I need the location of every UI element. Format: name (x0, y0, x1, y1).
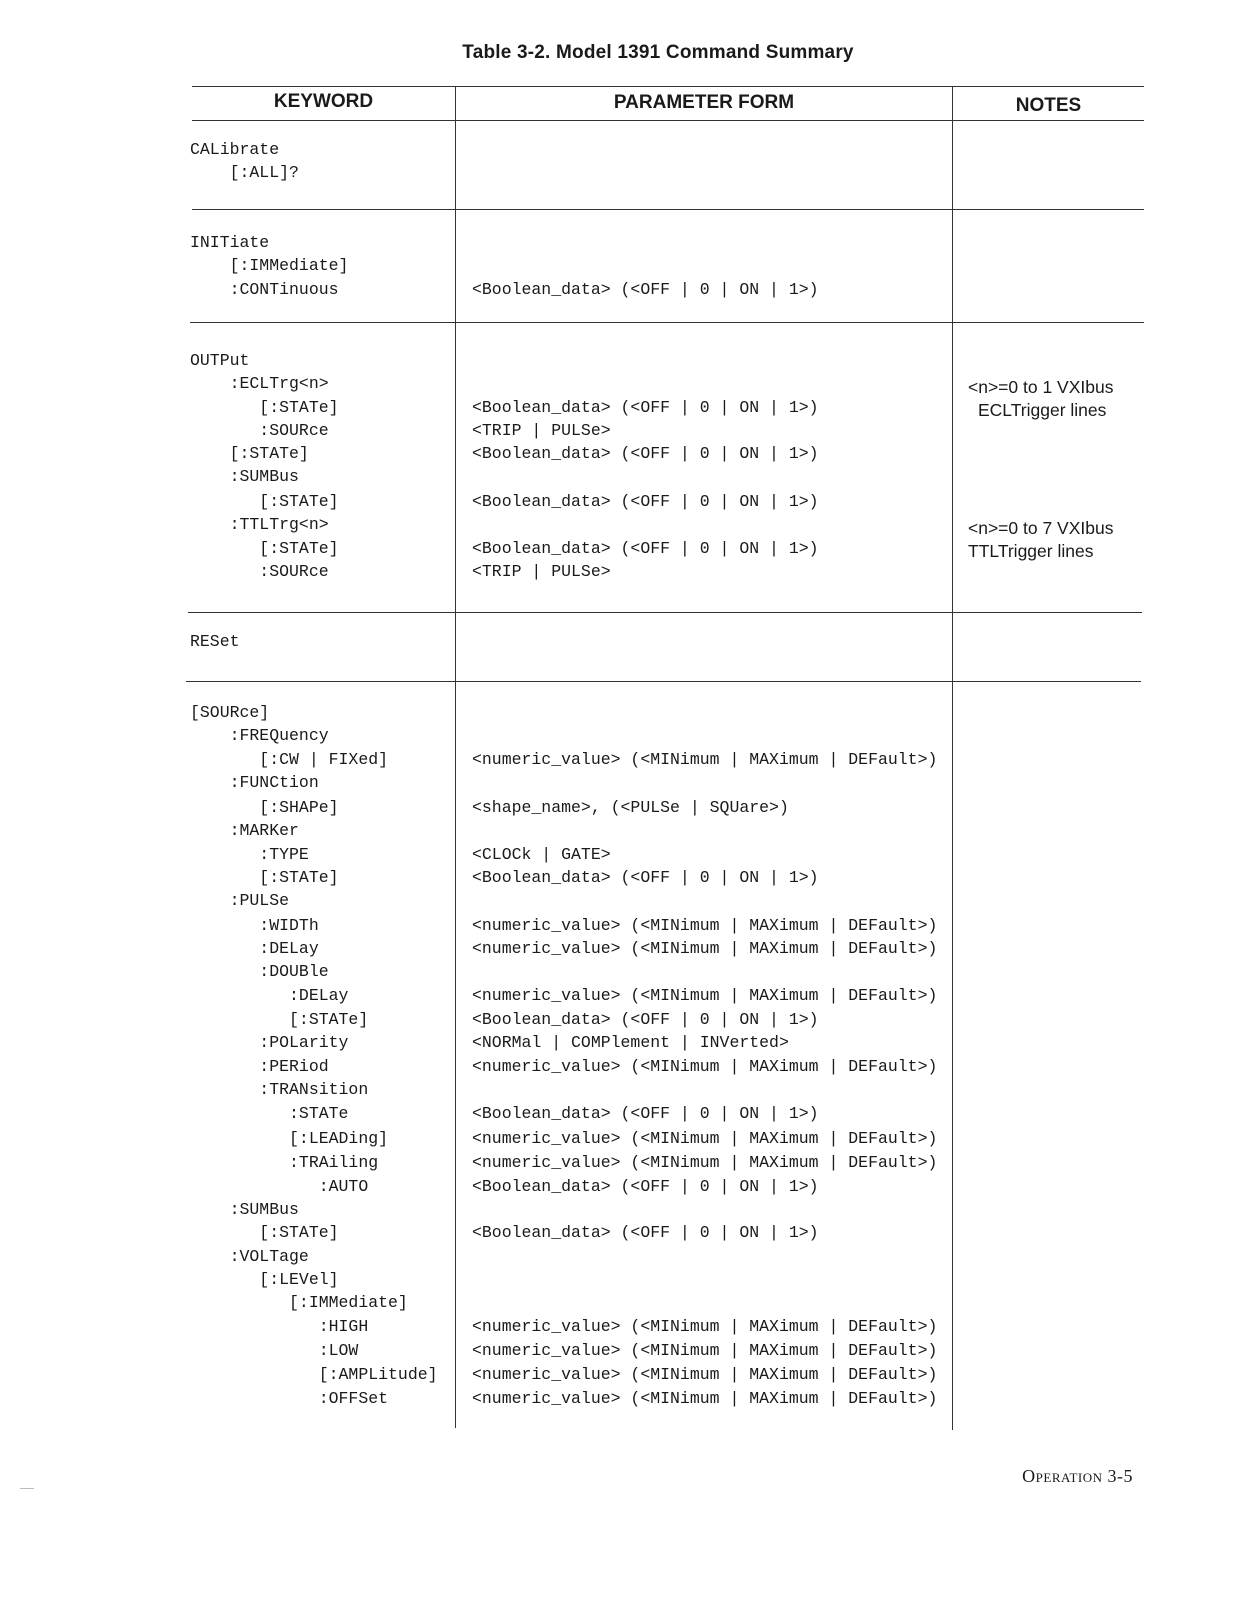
section-rule (186, 681, 1141, 682)
header-keyword: KEYWORD (273, 91, 374, 112)
note-ttltrigger (968, 517, 1113, 563)
keyword-cell: :ECLTrg<n> (190, 374, 329, 393)
table-title: Table 3-2. Model 1391 Command Summary (462, 42, 854, 63)
header-top-rule (192, 86, 1144, 87)
keyword-cell: CALibrate (190, 140, 280, 159)
keyword-cell: :HIGH (190, 1317, 369, 1336)
keyword-cell: :SUMBus (190, 1200, 299, 1219)
keyword-cell: [:IMMediate] (190, 256, 349, 275)
keyword-cell: [:IMMediate] (190, 1293, 408, 1312)
parameter-form-cell: <numeric_value> (<MINimum | MAXimum | DEFault>) (472, 939, 938, 958)
parameter-form-cell: <Boolean_data> (<OFF | 0 | ON | 1>) (472, 1104, 819, 1123)
keyword-cell: :TRANsition (190, 1080, 369, 1099)
keyword-cell: :FREQuency (190, 726, 329, 745)
page-footer: Operation 3-5 (1022, 1466, 1133, 1486)
parameter-form-cell: <numeric_value> (<MINimum | MAXimum | DEFault>) (472, 750, 938, 769)
keyword-cell: [:STATe] (190, 868, 339, 887)
keyword-cell: :TTLTrg<n> (190, 515, 329, 534)
note-ttltrigger-line1: <n>=0 to 7 VXIbus (968, 518, 1114, 538)
keyword-cell: [:ALL]? (190, 163, 299, 182)
parameter-form-cell: <Boolean_data> (<OFF | 0 | ON | 1>) (472, 492, 819, 511)
keyword-cell: :SOURce (190, 562, 329, 581)
parameter-form-cell: <shape_name>, (<PULSe | SQUare>) (472, 798, 789, 817)
parameter-form-cell: <numeric_value> (<MINimum | MAXimum | DEFault>) (472, 986, 938, 1005)
parameter-form-cell: <Boolean_data> (<OFF | 0 | ON | 1>) (472, 1010, 819, 1029)
column-divider-notes (952, 86, 953, 1430)
section-rule (190, 322, 1144, 323)
header-notes: NOTES (1015, 95, 1082, 116)
keyword-cell: [:STATe] (190, 539, 339, 558)
parameter-form-cell: <Boolean_data> (<OFF | 0 | ON | 1>) (472, 1223, 819, 1242)
keyword-cell: :DELay (190, 986, 349, 1005)
parameter-form-cell: <CLOCk | GATE> (472, 845, 611, 864)
column-divider-keyword (455, 86, 456, 1428)
keyword-cell: [SOURce] (190, 703, 270, 722)
note-ecltrigger (968, 376, 1113, 422)
keyword-cell: :POLarity (190, 1033, 349, 1052)
parameter-form-cell: <numeric_value> (<MINimum | MAXimum | DEFault>) (472, 1153, 938, 1172)
keyword-cell: :SUMBus (190, 467, 299, 486)
section-rule (188, 612, 1142, 613)
keyword-cell: :TYPE (190, 845, 309, 864)
keyword-cell: :PERiod (190, 1057, 329, 1076)
keyword-cell: INITiate (190, 233, 270, 252)
note-ecltrigger-line2: ECLTrigger lines (978, 400, 1107, 420)
scan-mark (20, 1488, 34, 1489)
keyword-cell: OUTPut (190, 351, 250, 370)
keyword-cell: :PULSe (190, 891, 290, 910)
parameter-form-cell: <numeric_value> (<MINimum | MAXimum | DEFault>) (472, 1365, 938, 1384)
parameter-form-cell: <TRIP | PULSe> (472, 421, 611, 440)
parameter-form-cell: <numeric_value> (<MINimum | MAXimum | DEFault>) (472, 1389, 938, 1408)
parameter-form-cell: <numeric_value> (<MINimum | MAXimum | DEFault>) (472, 1317, 938, 1336)
parameter-form-cell: <numeric_value> (<MINimum | MAXimum | DEFault>) (472, 1341, 938, 1360)
keyword-cell: :SOURce (190, 421, 329, 440)
keyword-cell: :OFFSet (190, 1389, 389, 1408)
parameter-form-cell: <Boolean_data> (<OFF | 0 | ON | 1>) (472, 1177, 819, 1196)
keyword-cell: :CONTinuous (190, 280, 339, 299)
keyword-cell: :TRAiling (190, 1153, 379, 1172)
keyword-cell: [:STATe] (190, 1010, 369, 1029)
parameter-form-cell: <Boolean_data> (<OFF | 0 | ON | 1>) (472, 444, 819, 463)
parameter-form-cell: <NORMal | COMPlement | INVerted> (472, 1033, 789, 1052)
keyword-cell: :FUNCtion (190, 773, 319, 792)
keyword-cell: :LOW (190, 1341, 359, 1360)
keyword-cell: [:STATe] (190, 492, 339, 511)
keyword-cell: [:CW | FIXed] (190, 750, 389, 769)
note-ttltrigger-line2: TTLTrigger lines (968, 541, 1094, 561)
parameter-form-cell: <Boolean_data> (<OFF | 0 | ON | 1>) (472, 398, 819, 417)
parameter-form-cell: <numeric_value> (<MINimum | MAXimum | DEFault>) (472, 916, 938, 935)
keyword-cell: [:SHAPe] (190, 798, 339, 817)
keyword-cell: RESet (190, 632, 240, 651)
parameter-form-cell: <Boolean_data> (<OFF | 0 | ON | 1>) (472, 868, 819, 887)
note-ecltrigger-line1: <n>=0 to 1 VXIbus (968, 377, 1114, 397)
keyword-cell: :VOLTage (190, 1247, 309, 1266)
keyword-cell: :DELay (190, 939, 319, 958)
parameter-form-cell: <TRIP | PULSe> (472, 562, 611, 581)
keyword-cell: :STATe (190, 1104, 349, 1123)
parameter-form-cell: <numeric_value> (<MINimum | MAXimum | DEFault>) (472, 1129, 938, 1148)
parameter-form-cell: <Boolean_data> (<OFF | 0 | ON | 1>) (472, 280, 819, 299)
parameter-form-cell: <Boolean_data> (<OFF | 0 | ON | 1>) (472, 539, 819, 558)
parameter-form-cell: <numeric_value> (<MINimum | MAXimum | DEFault>) (472, 1057, 938, 1076)
header-parameter-form: PARAMETER FORM (613, 92, 795, 113)
keyword-cell: [:AMPLitude] (190, 1365, 438, 1384)
keyword-cell: :AUTO (190, 1177, 369, 1196)
keyword-cell: [:STATe] (190, 444, 309, 463)
keyword-cell: [:STATe] (190, 398, 339, 417)
keyword-cell: [:LEADing] (190, 1129, 389, 1148)
keyword-cell: [:STATe] (190, 1223, 339, 1242)
keyword-cell: :WIDTh (190, 916, 319, 935)
keyword-cell: :DOUBle (190, 962, 329, 981)
section-rule (192, 209, 1144, 210)
keyword-cell: :MARKer (190, 821, 299, 840)
header-bottom-rule (192, 120, 1144, 121)
keyword-cell: [:LEVel] (190, 1270, 339, 1289)
